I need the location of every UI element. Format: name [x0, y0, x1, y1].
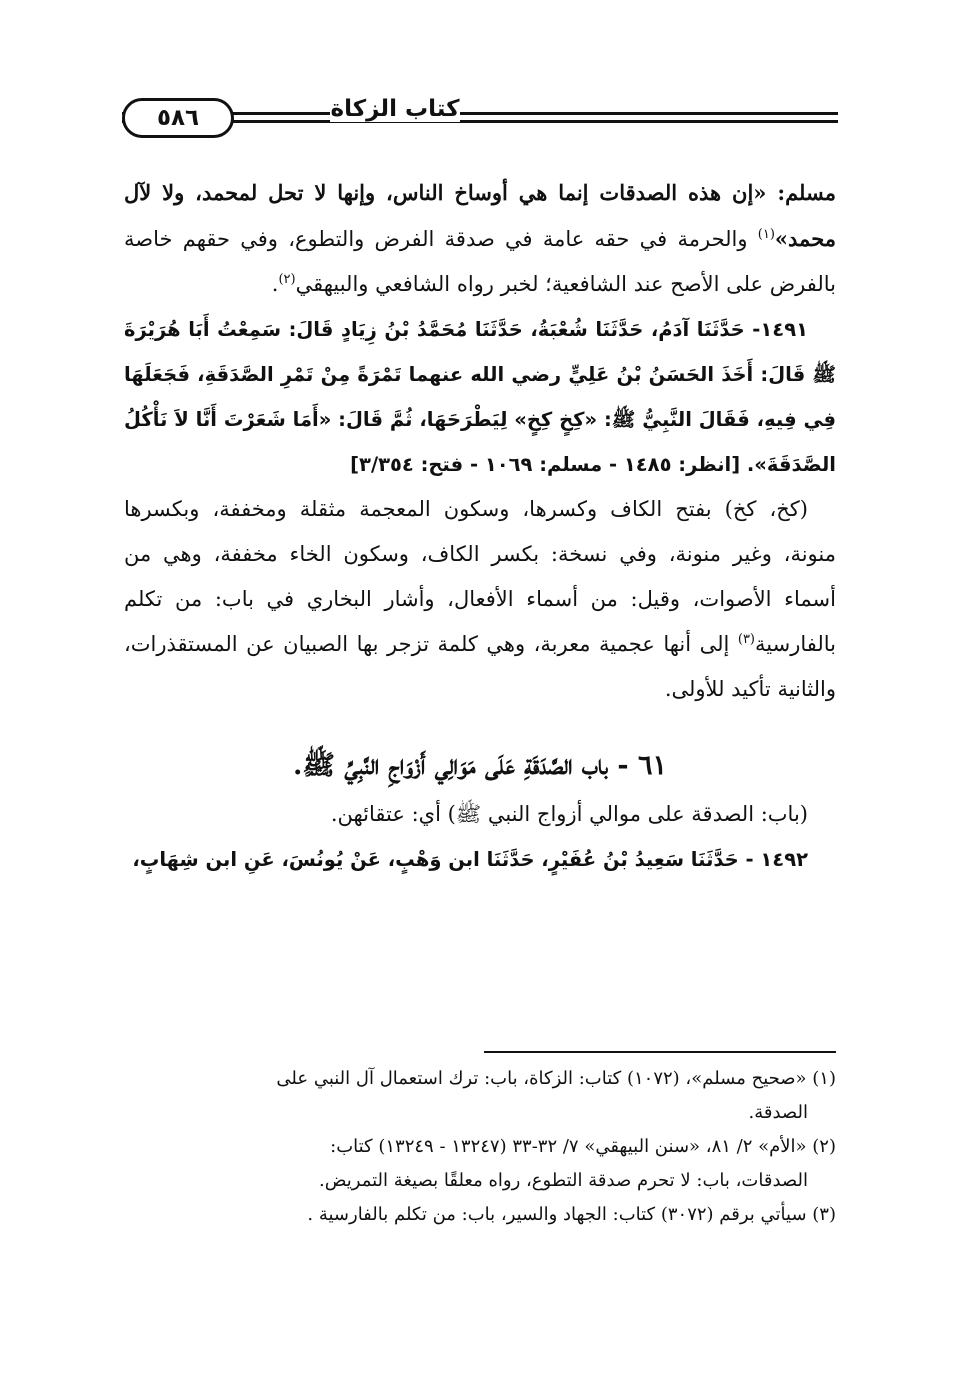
hadith-1492: ١٤٩٢ - حَدَّثَنَا سَعِيدُ بْنُ عُفَيْرٍ، حَدَّثَنَا ابن وَهْبٍ، عَنْ يُونُسَ، عَنِ ابن شِهَابٍ،: [132, 848, 808, 871]
paragraph-2-cont: إلى أنها عجمية معربة، وهي كلمة تزجر بها الصبيان عن المستقذرات، والثانية تأكيد للأولى.: [124, 632, 836, 701]
footnote-1-cont: الصدقة.: [748, 1102, 808, 1123]
paragraph-2-text: (كخ، كخ) بفتح الكاف وكسرها، وسكون المعجمة مثقلة ومخففة، وبكسرها منونة، وغير منونة، وفي نسخة: بكسر الكاف، وسكون الخاء مخففة، وهي من أسماء الأصوات، وقيل: من أسماء الأفعال، وأشار البخاري في باب: من تكلم بالفارسية: [124, 497, 836, 656]
footnotes: [124, 1062, 836, 1232]
footnote-divider: [484, 1051, 836, 1053]
book-title: كتاب الزكاة: [330, 96, 460, 122]
footnote-1: (١) «صحيح مسلم»، (١٠٧٢) كتاب: الزكاة، باب: ترك استعمال آل النبي على: [276, 1068, 836, 1089]
quote-text: مسلم: «إن هذه الصدقات إنما هي أوساخ الناس، وإنها لا تحل لمحمد، ولا لآل محمد»: [124, 180, 836, 251]
footnote-ref-2[interactable]: (٢): [278, 272, 296, 287]
hadith-1491: ١٤٩١- حَدَّثَنَا آدَمُ، حَدَّثَنَا شُعْبَةُ، حَدَّثَنَا مُحَمَّدُ بْنُ زِيَادٍ قَالَ: سَمِعْتُ أَبَا هُرَيْرَةَ ﷺ قَالَ: أَخَذَ الحَسَنُ بْنُ عَلِيٍّ رضي الله عنهما تَمْرَةً مِنْ تَمْرِ الصَّدَقَةِ، فَجَعَلَهَا فِي فِيهِ، فَقَالَ النَّبِيُّ ﷺ: «كِخٍ كِخٍ» لِيَطْرَحَهَا، ثُمَّ قَالَ: «أَمَا شَعَرْتَ أَنَّا لاَ نَأْكُلُ الصَّدَقَةَ». [انظر: ١٤٨٥ - مسلم: ١٠٦٩ - فتح: ٣/٣٥٤]: [124, 318, 836, 476]
paragraph-1-end: .: [271, 272, 279, 296]
page-number: ٥٨٦: [122, 98, 234, 138]
page-header: [118, 92, 838, 148]
paragraph-1-cont: والحرمة في حقه عامة في صدقة الفرض والتطوع، وفي حقهم خاصة بالفرض على الأصح عند الشافعية؛ لخبر رواه الشافعي والبيهقي: [124, 227, 836, 296]
footnote-2-cont: الصدقات، باب: لا تحرم صدقة التطوع، رواه معلقًا بصيغة التمريض.: [319, 1170, 808, 1191]
paragraph-1: [124, 170, 836, 307]
paragraph-3: (باب: الصدقة على موالي أزواج النبي ﷺ) أي: عتقائهن.: [330, 802, 808, 826]
footnote-ref-1[interactable]: (١): [757, 227, 775, 242]
footnote-ref-3[interactable]: (٣): [737, 632, 755, 647]
footnote-3: (٣) سيأتي برقم (٣٠٧٢) كتاب: الجهاد والسير، باب: من تكلم بالفارسية .: [307, 1204, 836, 1225]
chapter-heading: ٦١ - باب الصَّدَقَةِ عَلَى مَوَالِي أَزْوَاجِ النَّبِيِّ ﷺ.: [292, 750, 668, 781]
footnote-2: (٢) «الأم» ٢/ ٨١، «سنن البيهقي» ٧/ ٣٢-٣٣ (١٣٢٤٧ - ١٣٢٤٩) كتاب:: [330, 1136, 836, 1157]
paragraph-2: [124, 487, 836, 712]
main-text: [124, 170, 836, 882]
